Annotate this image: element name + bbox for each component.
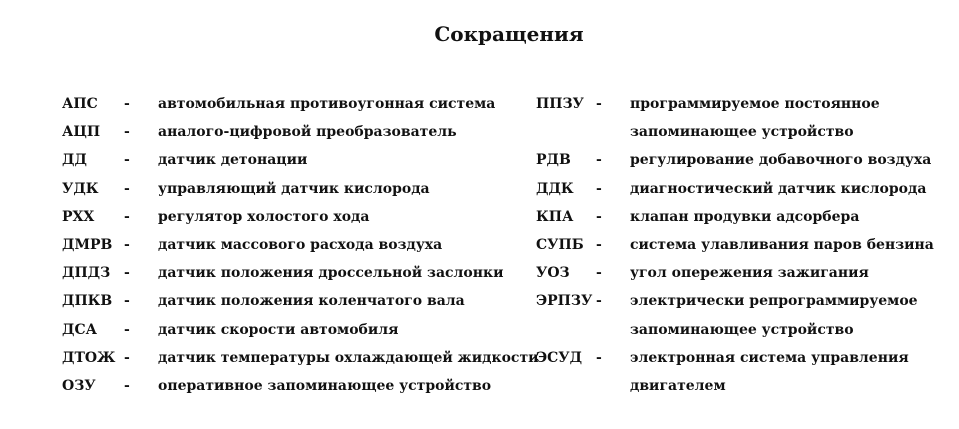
abbreviation: ДД (62, 152, 87, 169)
abbreviation: ДМРВ (62, 236, 113, 253)
abbreviation-definition: датчик температуры охлаждающей жидкости (158, 349, 539, 366)
separator-dash: - (124, 96, 130, 112)
abbreviation: РДВ (536, 152, 571, 169)
abbreviation: РХХ (62, 208, 95, 225)
separator-dash: - (596, 152, 602, 169)
separator-dash: - (596, 349, 602, 366)
abbreviation-definition: оперативное запоминающее устройство (158, 377, 492, 394)
separator-dash: - (596, 180, 602, 197)
separator-dash: - (124, 124, 130, 141)
separator-dash: - (596, 96, 602, 112)
abbreviation-definition: двигателем (630, 377, 726, 394)
abbreviation-definition: аналого-цифровой преобразователь (158, 124, 457, 141)
abbreviation: УДК (62, 180, 99, 197)
abbreviation: УОЗ (536, 265, 570, 282)
abbreviation-definition: запоминающее устройство (630, 124, 854, 141)
separator-dash: - (124, 265, 130, 282)
abbreviation: КПА (536, 208, 574, 225)
separator-dash: - (596, 236, 602, 253)
separator-dash: - (124, 208, 130, 225)
abbreviation-definition: датчик массового расхода воздуха (158, 236, 443, 253)
abbreviation: ЭСУД (536, 349, 583, 366)
abbreviation-definition: датчик положения дроссельной заслонки (158, 265, 504, 282)
abbreviation-definition: автомобильная противоугонная система (158, 96, 496, 112)
abbreviation-definition: угол опережения зажигания (630, 265, 869, 282)
separator-dash: - (124, 377, 130, 394)
separator-dash: - (124, 152, 130, 169)
abbreviation-definition: электрически репрограммируемое (630, 293, 918, 310)
abbreviation-definition: датчик детонации (158, 152, 308, 169)
page-title: Сокращения (434, 22, 584, 46)
abbreviation: ДДК (536, 180, 574, 197)
separator-dash: - (124, 180, 130, 197)
abbreviation: ДПДЗ (62, 265, 111, 282)
abbreviation-definition: управляющий датчик кислорода (158, 180, 430, 197)
separator-dash: - (596, 265, 602, 282)
abbreviation: АПС (62, 96, 98, 112)
separator-dash: - (596, 208, 602, 225)
abbreviation-definition: программируемое постоянное (630, 96, 880, 112)
separator-dash: - (124, 349, 130, 366)
abbreviation: ДСА (62, 321, 97, 338)
abbreviation: ДПКВ (62, 293, 113, 310)
abbreviation-definition: клапан продувки адсорбера (630, 208, 860, 225)
abbreviation-definition: диагностический датчик кислорода (630, 180, 927, 197)
abbreviation-definition: электронная система управления (630, 349, 909, 366)
abbreviation-definition: система улавливания паров бензина (630, 236, 934, 253)
abbreviation-definition: запоминающее устройство (630, 321, 854, 338)
separator-dash: - (124, 236, 130, 253)
separator-dash: - (124, 321, 130, 338)
abbreviation: ДТОЖ (62, 349, 116, 366)
separator-dash: - (124, 293, 130, 310)
abbreviation-definition: регулятор холостого хода (158, 208, 370, 225)
separator-dash: - (596, 293, 602, 310)
abbreviation: АЦП (62, 124, 101, 141)
abbreviation: ППЗУ (536, 96, 584, 112)
abbreviation-definition: датчик положения коленчатого вала (158, 293, 465, 310)
abbreviation: СУПБ (536, 236, 584, 253)
abbreviation-definition: регулирование добавочного воздуха (630, 152, 932, 169)
abbreviation: ЭРПЗУ (536, 293, 593, 310)
abbreviation: ОЗУ (62, 377, 96, 394)
abbreviation-definition: датчик скорости автомобиля (158, 321, 399, 338)
